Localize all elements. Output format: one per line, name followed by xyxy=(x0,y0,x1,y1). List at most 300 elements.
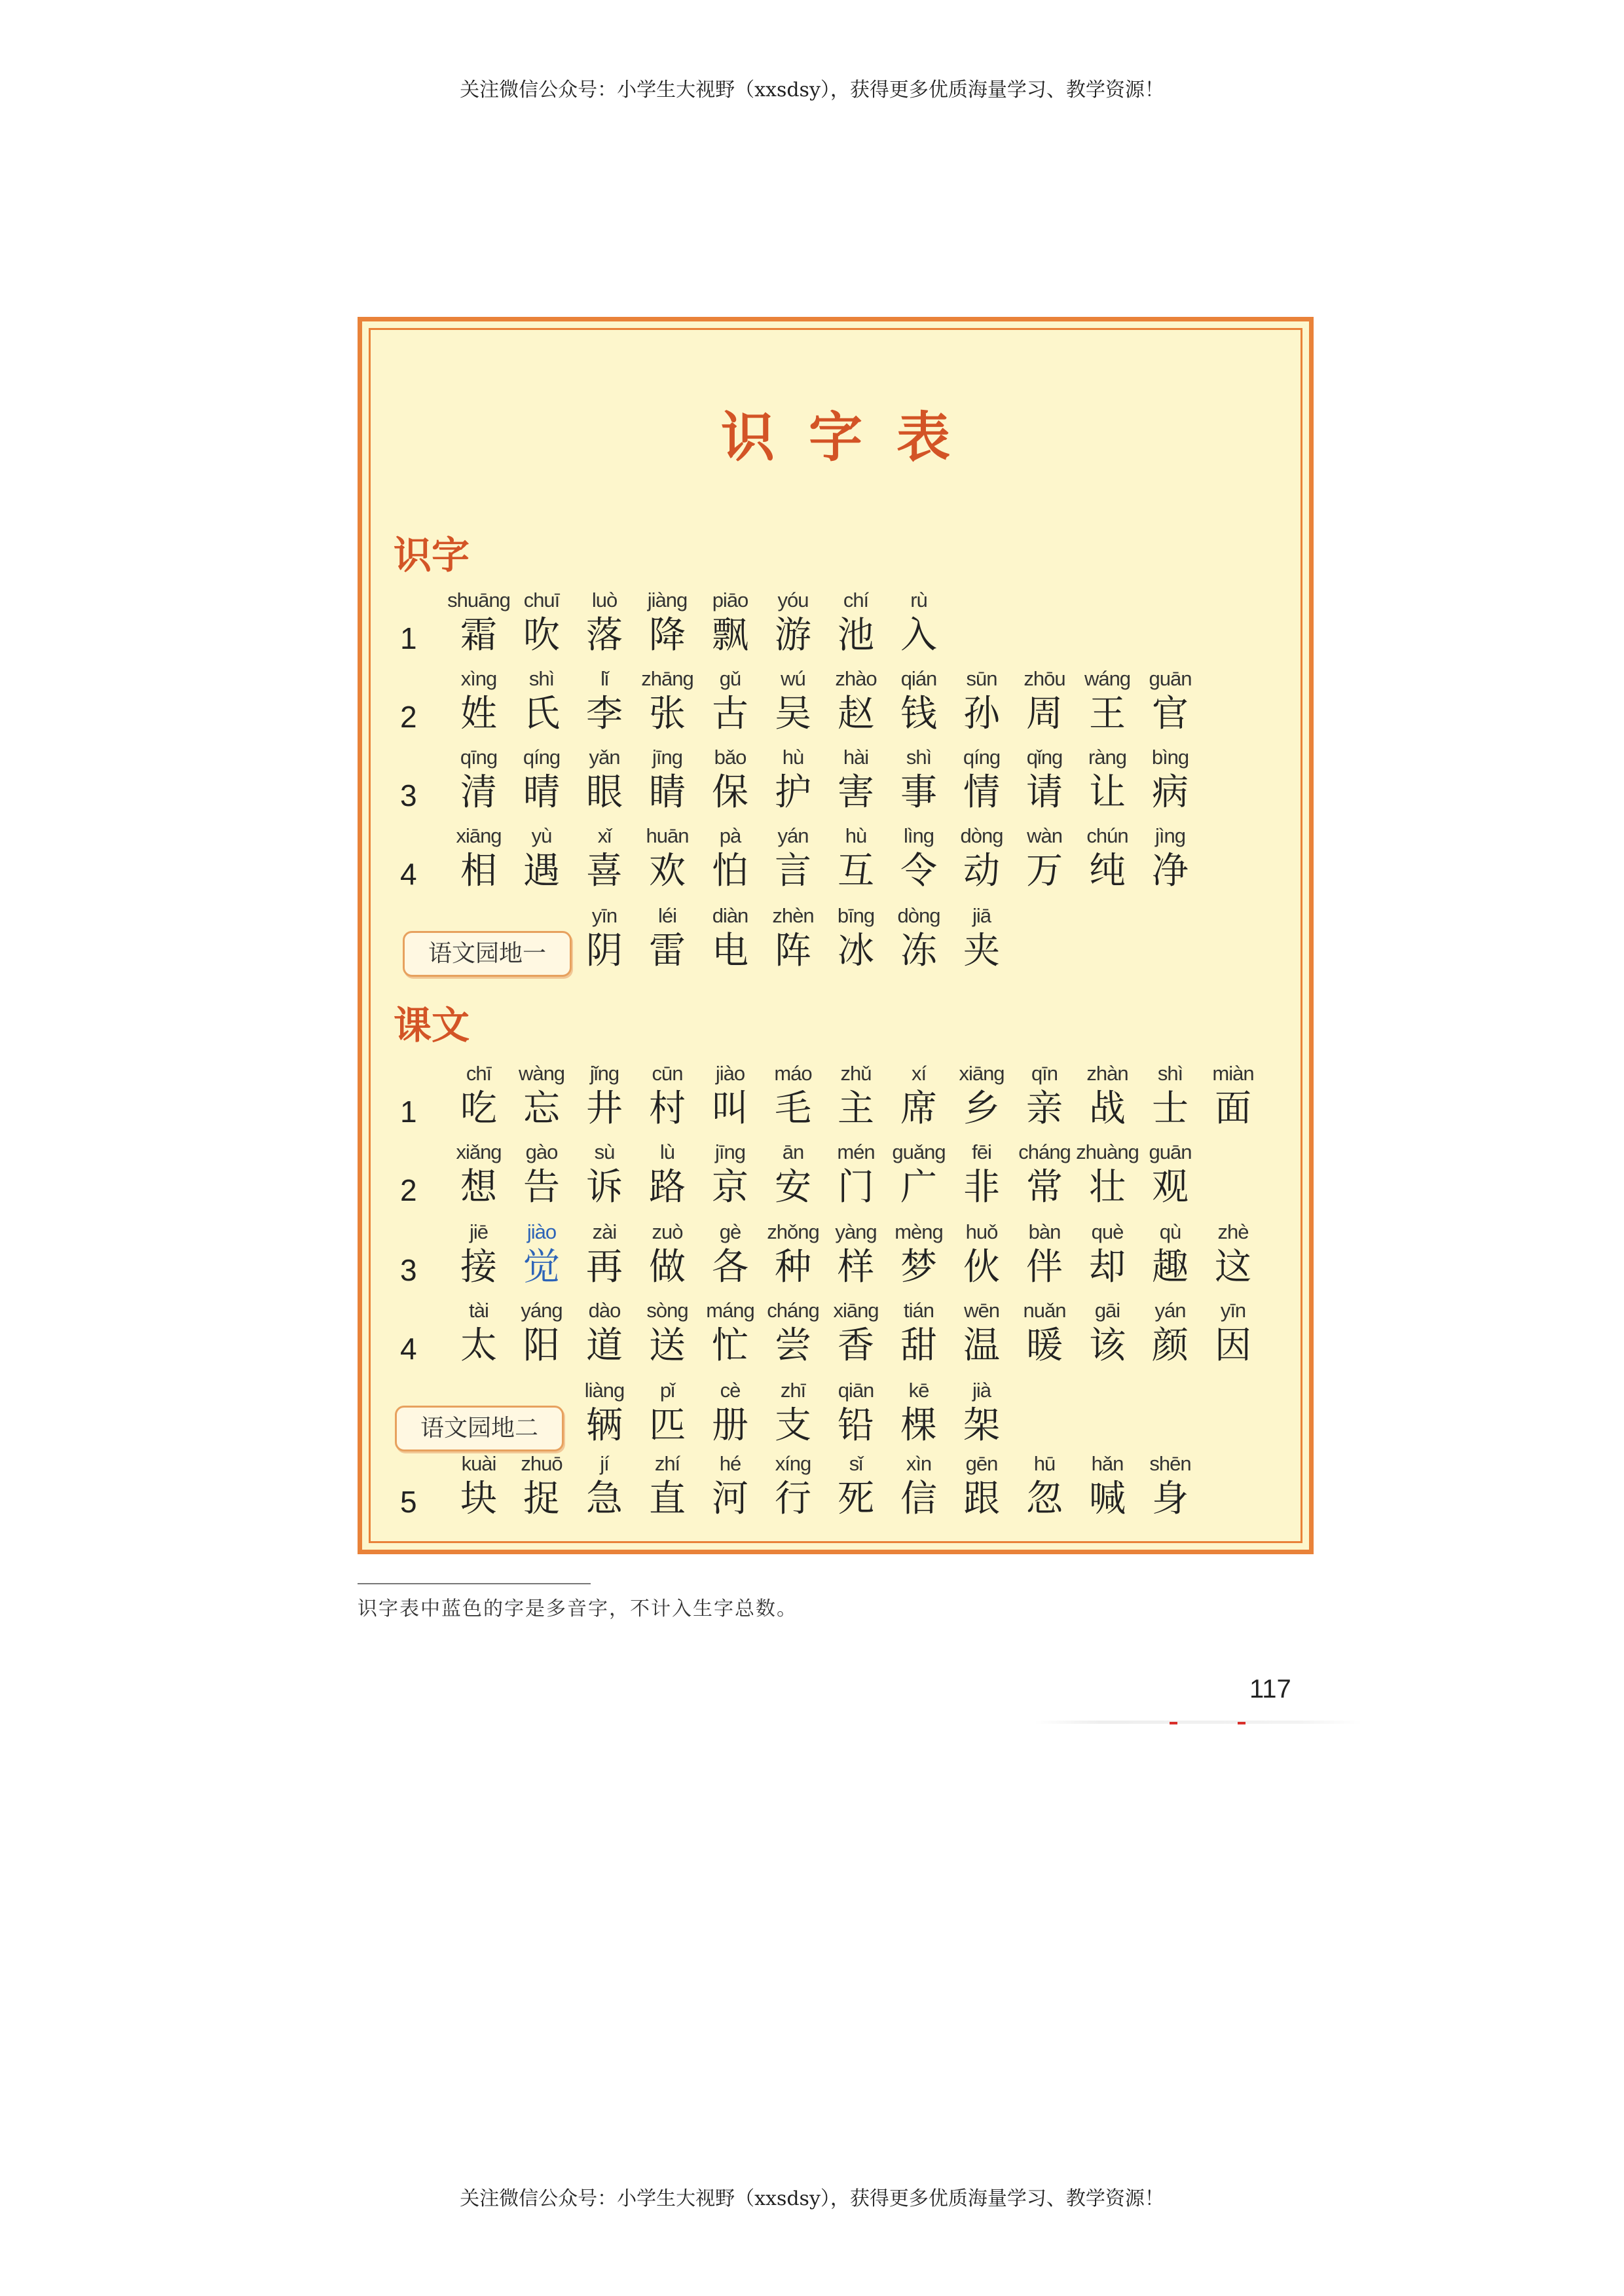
char-cell xyxy=(509,1060,574,1131)
pinyin: pà xyxy=(719,824,741,847)
pinyin: cháng xyxy=(767,1299,819,1322)
char-row xyxy=(362,822,1309,901)
char-cell xyxy=(635,822,700,893)
hanzi: 遇 xyxy=(523,850,560,892)
pinyin: yán xyxy=(1154,1299,1186,1322)
pinyin: xí xyxy=(911,1062,927,1085)
pinyin: rù xyxy=(910,589,927,611)
char-cell xyxy=(760,587,826,657)
pinyin: shuāng xyxy=(447,589,510,611)
pinyin: xìn xyxy=(906,1452,932,1475)
hanzi: 叫 xyxy=(712,1087,748,1130)
pinyin: yù xyxy=(531,824,552,847)
pinyin: xiǎng xyxy=(456,1140,502,1163)
pinyin: kuài xyxy=(461,1452,496,1475)
pinyin: zhuàng xyxy=(1076,1140,1139,1163)
char-cell xyxy=(823,744,889,814)
hanzi: 净 xyxy=(1152,850,1189,892)
pinyin: lìng xyxy=(904,824,934,847)
hanzi: 甜 xyxy=(900,1324,937,1367)
hanzi: 趣 xyxy=(1152,1246,1189,1288)
char-cell xyxy=(1012,822,1077,893)
pinyin: jìng xyxy=(1155,824,1185,847)
hanzi: 雷 xyxy=(649,930,686,972)
char-row xyxy=(362,1060,1309,1139)
hanzi: 落 xyxy=(586,614,623,657)
hanzi: 因 xyxy=(1215,1324,1251,1367)
pinyin: bīng xyxy=(837,904,875,927)
hanzi: 京 xyxy=(712,1166,748,1209)
literacy-table-panel xyxy=(358,317,1314,1554)
char-cell xyxy=(760,1139,826,1209)
char-cell xyxy=(635,1218,700,1289)
pinyin: guān xyxy=(1149,667,1192,690)
hanzi: 接 xyxy=(460,1246,497,1288)
char-cell xyxy=(1200,1297,1266,1368)
hanzi: 士 xyxy=(1152,1087,1189,1130)
hanzi: 行 xyxy=(775,1478,811,1520)
char-cell xyxy=(886,1218,951,1289)
pinyin: bǎo xyxy=(714,746,747,769)
char-cell xyxy=(1075,1450,1140,1521)
hanzi: 毛 xyxy=(775,1087,811,1130)
hanzi: 睛 xyxy=(649,771,686,814)
hanzi: 言 xyxy=(775,850,811,892)
pinyin: wàn xyxy=(1027,824,1062,847)
char-cell xyxy=(949,1377,1014,1448)
hanzi: 让 xyxy=(1089,771,1126,814)
hanzi: 清 xyxy=(460,771,497,814)
pinyin: gāi xyxy=(1094,1299,1120,1322)
pinyin: máo xyxy=(774,1062,812,1085)
char-cell xyxy=(823,822,889,893)
pinyin: tián xyxy=(904,1299,934,1322)
hanzi: 护 xyxy=(775,771,811,814)
char-cell xyxy=(1075,1139,1140,1209)
hanzi: 信 xyxy=(900,1478,937,1520)
pinyin: fēi xyxy=(972,1140,991,1163)
char-cell xyxy=(886,822,951,893)
hanzi: 情 xyxy=(963,771,1000,814)
hanzi: 支 xyxy=(775,1404,811,1447)
hanzi: 诉 xyxy=(586,1166,623,1209)
hanzi: 井 xyxy=(586,1087,623,1130)
hanzi: 面 xyxy=(1215,1087,1251,1130)
hanzi: 梦 xyxy=(900,1246,937,1288)
hanzi: 电 xyxy=(712,930,748,972)
char-cell xyxy=(760,665,826,736)
char-cell xyxy=(446,1450,511,1521)
char-cell xyxy=(635,665,700,736)
hanzi: 战 xyxy=(1089,1087,1126,1130)
pinyin: qiān xyxy=(838,1379,874,1402)
hanzi: 匹 xyxy=(649,1404,686,1447)
char-cell xyxy=(949,1297,1014,1368)
char-cell xyxy=(635,1139,700,1209)
char-cell xyxy=(1075,1060,1140,1131)
char-row xyxy=(362,744,1309,822)
pinyin: sūn xyxy=(966,667,997,690)
pinyin: zhè xyxy=(1217,1220,1249,1243)
hanzi: 各 xyxy=(712,1246,748,1288)
char-cell xyxy=(949,822,1014,893)
pinyin: hù xyxy=(845,824,867,847)
scan-artifact-dash xyxy=(1170,1722,1177,1724)
pinyin: zhǔ xyxy=(840,1062,872,1085)
pinyin: zuò xyxy=(652,1220,683,1243)
pinyin: zài xyxy=(592,1220,617,1243)
hanzi: 觉 xyxy=(523,1246,560,1288)
pinyin: chí xyxy=(843,589,869,611)
char-cell xyxy=(1075,744,1140,814)
hanzi: 张 xyxy=(649,693,686,735)
char-cell xyxy=(1075,822,1140,893)
pinyin: qǐng xyxy=(1026,746,1063,769)
pinyin: pǐ xyxy=(659,1379,675,1402)
hanzi: 伙 xyxy=(963,1246,1000,1288)
hanzi: 非 xyxy=(963,1166,1000,1209)
char-cell xyxy=(635,587,700,657)
hanzi: 块 xyxy=(460,1478,497,1520)
hanzi: 做 xyxy=(649,1246,686,1288)
pinyin: wàng xyxy=(518,1062,565,1085)
pinyin: cháng xyxy=(1018,1140,1071,1163)
pinyin: shēn xyxy=(1149,1452,1191,1475)
char-cell xyxy=(1012,1218,1077,1289)
char-cell xyxy=(886,1450,951,1521)
hanzi: 事 xyxy=(900,771,937,814)
char-cell xyxy=(446,1297,511,1368)
char-cell xyxy=(697,1297,763,1368)
pinyin: xiāng xyxy=(456,824,502,847)
hanzi: 李 xyxy=(586,693,623,735)
pinyin: jiā xyxy=(972,904,991,927)
char-cell xyxy=(572,665,637,736)
pinyin: dòng xyxy=(897,904,940,927)
hanzi: 阳 xyxy=(523,1324,560,1367)
pinyin: zhèn xyxy=(772,904,814,927)
pinyin: hù xyxy=(782,746,804,769)
char-cell xyxy=(886,1377,951,1448)
char-cell xyxy=(697,822,763,893)
hanzi: 喜 xyxy=(586,850,623,892)
char-cell xyxy=(635,1377,700,1448)
pinyin: lù xyxy=(659,1140,675,1163)
hanzi: 广 xyxy=(900,1166,937,1209)
hanzi: 王 xyxy=(1089,693,1126,735)
watermark-top: 关注微信公众号：小学生大视野（xxsdsy），获得更多优质海量学习、教学资源！ xyxy=(460,79,1164,101)
char-cell xyxy=(1012,1060,1077,1131)
char-cell xyxy=(509,587,574,657)
char-row xyxy=(362,1377,1309,1455)
pinyin: jiàng xyxy=(647,589,688,611)
pinyin: piāo xyxy=(712,589,748,611)
char-cell xyxy=(446,1060,511,1131)
char-cell xyxy=(1012,665,1077,736)
pinyin: qīng xyxy=(460,746,498,769)
char-cell xyxy=(886,587,951,657)
hanzi: 香 xyxy=(838,1324,874,1367)
hanzi: 吹 xyxy=(523,614,560,657)
hanzi: 告 xyxy=(523,1166,560,1209)
row-number: 5 xyxy=(400,1485,417,1519)
char-cell xyxy=(509,1139,574,1209)
hanzi: 身 xyxy=(1152,1478,1189,1520)
hanzi: 纯 xyxy=(1089,850,1126,892)
char-cell xyxy=(886,1139,951,1209)
hanzi: 安 xyxy=(775,1166,811,1209)
page-title: 识字表 xyxy=(720,406,984,469)
pinyin: shì xyxy=(906,746,932,769)
hanzi: 架 xyxy=(963,1404,1000,1447)
row-number: 1 xyxy=(400,621,417,655)
char-cell xyxy=(1137,665,1203,736)
hanzi: 害 xyxy=(838,771,874,814)
char-cell xyxy=(886,1297,951,1368)
hanzi: 直 xyxy=(649,1478,686,1520)
row-number: 4 xyxy=(400,857,417,891)
hanzi: 孙 xyxy=(963,693,1000,735)
pinyin: bìng xyxy=(1151,746,1189,769)
pinyin: shì xyxy=(528,667,555,690)
pinyin: què xyxy=(1091,1220,1124,1243)
char-cell xyxy=(886,665,951,736)
char-cell xyxy=(949,902,1014,973)
watermark-bottom: 关注微信公众号：小学生大视野（xxsdsy），获得更多优质海量学习、教学资源！ xyxy=(460,2187,1164,2210)
char-cell xyxy=(949,665,1014,736)
pinyin: mén xyxy=(837,1140,875,1163)
char-cell xyxy=(697,902,763,973)
pinyin: diàn xyxy=(712,904,748,927)
hanzi: 忘 xyxy=(523,1087,560,1130)
scan-artifact xyxy=(1035,1721,1362,1724)
pinyin: léi xyxy=(657,904,676,927)
hanzi: 令 xyxy=(900,850,937,892)
char-row xyxy=(362,1450,1309,1529)
char-cell xyxy=(509,1450,574,1521)
pinyin: hé xyxy=(719,1452,741,1475)
char-cell xyxy=(635,1450,700,1521)
hanzi: 村 xyxy=(649,1087,686,1130)
char-cell xyxy=(886,902,951,973)
char-cell xyxy=(697,744,763,814)
char-cell xyxy=(1012,1450,1077,1521)
hanzi: 降 xyxy=(649,614,686,657)
row-number: 2 xyxy=(400,1173,417,1207)
char-cell xyxy=(635,902,700,973)
hanzi: 飘 xyxy=(712,614,748,657)
pinyin: chī xyxy=(466,1062,492,1085)
hanzi: 互 xyxy=(838,850,874,892)
pinyin: xíng xyxy=(775,1452,811,1475)
row-number: 2 xyxy=(400,700,417,734)
char-cell xyxy=(886,744,951,814)
hanzi: 该 xyxy=(1089,1324,1126,1367)
char-cell xyxy=(697,1139,763,1209)
hanzi: 伴 xyxy=(1026,1246,1063,1288)
char-row xyxy=(362,1139,1309,1217)
hanzi: 眼 xyxy=(586,771,623,814)
pinyin: qíng xyxy=(963,746,1001,769)
char-cell xyxy=(446,587,511,657)
unit-chip-label: 语文园地一 xyxy=(403,931,572,977)
hanzi: 棵 xyxy=(900,1404,937,1447)
hanzi: 忙 xyxy=(712,1324,748,1367)
char-cell xyxy=(635,744,700,814)
pinyin: chún xyxy=(1086,824,1128,847)
hanzi: 忽 xyxy=(1026,1478,1063,1520)
pinyin: cè xyxy=(720,1379,741,1402)
pinyin: wáng xyxy=(1084,667,1131,690)
pinyin: ràng xyxy=(1088,746,1127,769)
pinyin: shì xyxy=(1157,1062,1183,1085)
char-cell xyxy=(1075,1218,1140,1289)
hanzi: 辆 xyxy=(586,1404,623,1447)
char-cell xyxy=(886,1060,951,1131)
char-cell xyxy=(572,1218,637,1289)
hanzi: 捉 xyxy=(523,1478,560,1520)
char-cell xyxy=(1075,665,1140,736)
hanzi: 送 xyxy=(649,1324,686,1367)
char-cell xyxy=(572,1450,637,1521)
hanzi: 阴 xyxy=(586,930,623,972)
pinyin: nuǎn xyxy=(1023,1299,1066,1322)
pinyin: zhuō xyxy=(521,1452,563,1475)
char-cell xyxy=(760,1450,826,1521)
hanzi: 暖 xyxy=(1026,1324,1063,1367)
hanzi: 乡 xyxy=(963,1087,1000,1130)
char-cell xyxy=(1012,1297,1077,1368)
hanzi: 晴 xyxy=(523,771,560,814)
hanzi: 这 xyxy=(1215,1246,1251,1288)
hanzi: 姓 xyxy=(460,693,497,735)
char-cell xyxy=(1137,1218,1203,1289)
char-cell xyxy=(572,744,637,814)
char-cell xyxy=(572,1377,637,1448)
hanzi: 周 xyxy=(1026,693,1063,735)
char-cell xyxy=(635,1060,700,1131)
hanzi: 官 xyxy=(1152,693,1189,735)
char-cell xyxy=(446,822,511,893)
hanzi: 颜 xyxy=(1152,1324,1189,1367)
char-cell xyxy=(509,744,574,814)
char-cell xyxy=(1200,1060,1266,1131)
hanzi: 吃 xyxy=(460,1087,497,1130)
char-cell xyxy=(823,665,889,736)
pinyin: jīng xyxy=(652,746,682,769)
char-cell xyxy=(446,1139,511,1209)
hanzi: 保 xyxy=(712,771,748,814)
pinyin: jí xyxy=(600,1452,609,1475)
char-cell xyxy=(760,1377,826,1448)
char-cell xyxy=(446,1218,511,1289)
hanzi: 钱 xyxy=(900,693,937,735)
pinyin: yǎn xyxy=(589,746,620,769)
pinyin: zhí xyxy=(654,1452,680,1475)
pinyin: guǎng xyxy=(892,1140,946,1163)
pinyin: hū xyxy=(1033,1452,1056,1475)
char-cell xyxy=(509,1297,574,1368)
section-heading-kewen: 课文 xyxy=(394,1003,470,1048)
pinyin: chuī xyxy=(523,589,560,611)
char-cell xyxy=(509,822,574,893)
pinyin: máng xyxy=(706,1299,754,1322)
hanzi: 席 xyxy=(900,1087,937,1130)
pinyin: kē xyxy=(908,1379,929,1402)
row-number: 3 xyxy=(400,778,417,812)
char-cell xyxy=(572,902,637,973)
hanzi: 池 xyxy=(838,614,874,657)
pinyin: yīn xyxy=(1220,1299,1246,1322)
char-cell xyxy=(572,1060,637,1131)
pinyin: huǒ xyxy=(965,1220,998,1243)
pinyin: luò xyxy=(591,589,618,611)
char-row xyxy=(362,587,1309,665)
hanzi: 跟 xyxy=(963,1478,1000,1520)
pinyin: ān xyxy=(782,1140,804,1163)
pinyin: gào xyxy=(525,1140,558,1163)
hanzi: 再 xyxy=(586,1246,623,1288)
char-cell xyxy=(1012,1139,1077,1209)
footnote: 识字表中蓝色的字是多音字，不计入生字总数。 xyxy=(358,1597,798,1620)
pinyin: qīn xyxy=(1031,1062,1058,1085)
pinyin: xìng xyxy=(460,667,497,690)
pinyin: zhàn xyxy=(1086,1062,1128,1085)
hanzi: 病 xyxy=(1152,771,1189,814)
char-cell xyxy=(635,1297,700,1368)
row-number: 1 xyxy=(400,1095,417,1129)
pinyin: jiào xyxy=(715,1062,745,1085)
char-cell xyxy=(949,1450,1014,1521)
pinyin: guān xyxy=(1149,1140,1192,1163)
hanzi: 霜 xyxy=(460,614,497,657)
char-cell xyxy=(697,1377,763,1448)
pinyin: jiē xyxy=(469,1220,488,1243)
pinyin: zhǒng xyxy=(767,1220,819,1243)
hanzi: 主 xyxy=(838,1087,874,1130)
char-cell xyxy=(446,665,511,736)
hanzi: 赵 xyxy=(838,693,874,735)
pinyin: jià xyxy=(972,1379,991,1402)
pinyin: dào xyxy=(588,1299,621,1322)
char-cell xyxy=(760,902,826,973)
hanzi: 万 xyxy=(1026,850,1063,892)
pinyin: liàng xyxy=(584,1379,625,1402)
char-cell xyxy=(1075,1297,1140,1368)
pinyin: huān xyxy=(646,824,689,847)
hanzi: 欢 xyxy=(649,850,686,892)
hanzi: 急 xyxy=(586,1478,623,1520)
pinyin: cūn xyxy=(652,1062,683,1085)
char-cell xyxy=(509,665,574,736)
char-row xyxy=(362,1297,1309,1376)
char-cell xyxy=(1137,1297,1203,1368)
hanzi: 册 xyxy=(712,1404,748,1447)
hanzi: 门 xyxy=(838,1166,874,1209)
pinyin: hǎn xyxy=(1091,1452,1124,1475)
pinyin: xiāng xyxy=(959,1062,1005,1085)
char-cell xyxy=(949,1139,1014,1209)
pinyin: sù xyxy=(594,1140,615,1163)
pinyin: zhī xyxy=(780,1379,806,1402)
pinyin: bàn xyxy=(1028,1220,1061,1243)
hanzi: 路 xyxy=(649,1166,686,1209)
pinyin: xiāng xyxy=(833,1299,879,1322)
pinyin: yáng xyxy=(521,1299,563,1322)
hanzi: 观 xyxy=(1152,1166,1189,1209)
char-cell xyxy=(760,744,826,814)
hanzi: 常 xyxy=(1026,1166,1063,1209)
